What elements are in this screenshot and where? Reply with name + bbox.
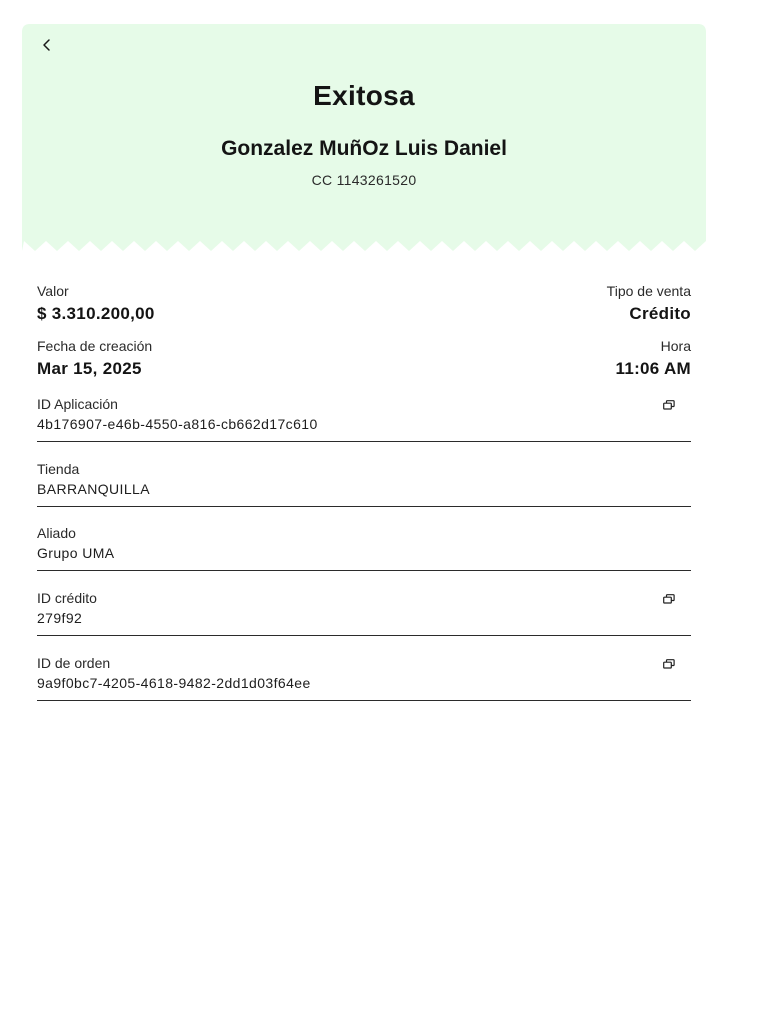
sale-type-block xyxy=(607,282,691,325)
copy-order-id-button[interactable] xyxy=(661,656,677,672)
credit-id-label: ID crédito xyxy=(37,590,97,606)
application-id-field xyxy=(37,395,691,442)
store-field xyxy=(37,460,691,507)
copy-application-id-button[interactable] xyxy=(661,397,677,413)
sale-type-value: Crédito xyxy=(629,304,691,323)
date-label: Fecha de creación xyxy=(37,338,153,354)
back-button[interactable] xyxy=(36,34,58,56)
application-id-label: ID Aplicación xyxy=(37,396,118,412)
date-block xyxy=(37,337,152,380)
partner-value: Grupo UMA xyxy=(37,545,115,561)
amount-label: Valor xyxy=(37,283,69,299)
amount-saletype-row xyxy=(37,282,691,325)
order-id-label: ID de orden xyxy=(37,655,111,671)
time-label: Hora xyxy=(660,338,691,354)
amount-value: $ 3.310.200,00 xyxy=(37,304,155,323)
customer-name: Gonzalez MuñOz Luis Daniel xyxy=(221,137,507,160)
store-label: Tienda xyxy=(37,461,80,477)
copy-icon xyxy=(663,594,675,604)
partner-label: Aliado xyxy=(37,525,76,541)
status-header-card xyxy=(22,24,706,251)
chevron-left-icon xyxy=(41,38,53,52)
customer-document-id: CC 1143261520 xyxy=(311,172,417,188)
date-value: Mar 15, 2025 xyxy=(37,359,142,378)
copy-icon xyxy=(663,659,675,669)
application-id-value[interactable]: 4b176907-e46b-4550-a816-cb662d17c610 xyxy=(37,416,318,432)
time-block xyxy=(616,337,691,380)
store-value: BARRANQUILLA xyxy=(37,481,150,497)
order-id-value[interactable]: 9a9f0bc7-4205-4618-9482-2dd1d03f64ee xyxy=(37,675,311,691)
partner-field xyxy=(37,524,691,571)
status-title: Exitosa xyxy=(313,80,415,111)
date-time-row xyxy=(37,337,691,380)
time-value: 11:06 AM xyxy=(615,359,691,378)
credit-id-value[interactable]: 279f92 xyxy=(37,610,83,626)
copy-credit-id-button[interactable] xyxy=(661,591,677,607)
copy-icon xyxy=(663,400,675,410)
order-id-field xyxy=(37,654,691,701)
credit-id-field xyxy=(37,589,691,636)
amount-block xyxy=(37,282,155,325)
sale-type-label: Tipo de venta xyxy=(606,283,691,299)
